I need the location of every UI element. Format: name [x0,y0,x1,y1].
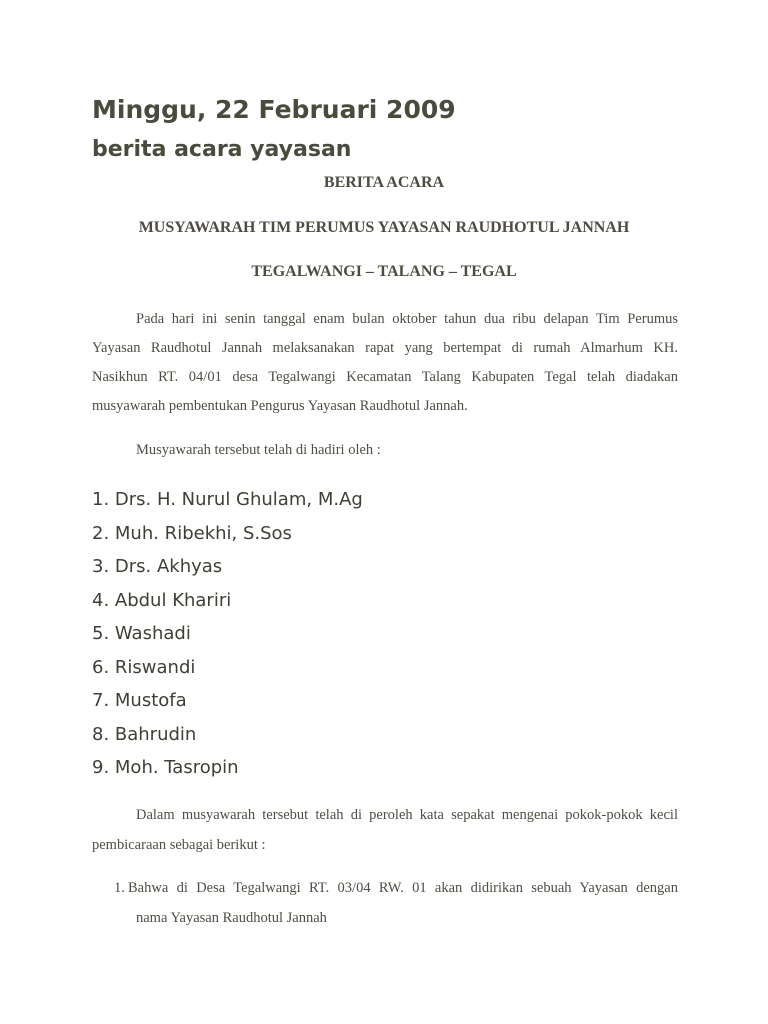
paragraph: Musyawarah tersebut telah di hadiri oleh : [136,442,381,458]
paragraph-line: Nasikhun RT. 04/01 desa Tegalwangi Kecamatan Talang Kabupaten Tegal telah diadakan [92,369,678,385]
doc-subheading: MUSYAWARAH TIM PERUMUS YAYASAN RAUDHOTUL JANNAH [138,219,630,236]
list-item: 4. Abdul Khariri [92,589,232,611]
doc-heading: BERITA ACARA [323,174,445,191]
attendee-list [92,486,363,788]
list-item: 8. Bahrudin [92,723,197,745]
doc-location: TEGALWANGI – TALANG – TEGAL [251,263,517,280]
paragraph-line: Dalam musyawarah tersebut telah di peroleh kata sepakat mengenai pokok-pokok kecil [136,807,678,823]
paragraph-line: pembicaraan sebagai berikut : [92,837,266,853]
list-item: 7. Mustofa [92,690,187,711]
paragraph-line: Yayasan Raudhotul Jannah melaksanakan rapat yang bertempat di rumah Almarhum KH. [92,340,678,356]
point-line: Bahwa di Desa Tegalwangi RT. 03/04 RW. 01 akan didirikan sebuah Yayasan dengan [128,880,678,896]
list-item: 9. Moh. Tasropin [92,757,239,778]
list-item: 5. Washadi [92,623,191,644]
post-date: Minggu, 22 Februari 2009 [92,95,456,124]
list-item: 6. Riswandi [92,656,196,678]
point-line: nama Yayasan Raudhotul Jannah [136,910,327,926]
list-item: 3. Drs. Akhyas [92,556,223,577]
post-title: berita acara yayasan [92,137,352,162]
paragraph-line: musyawarah pembentukan Pengurus Yayasan Raudhotul Jannah. [92,398,468,414]
list-item: 2. Muh. Ribekhi, S.Sos [92,522,292,544]
list-item: 1. Drs. H. Nurul Ghulam, M.Ag [92,489,363,510]
point-number: 1. [114,880,125,896]
paragraph-line: Pada hari ini senin tanggal enam bulan oktober tahun dua ribu delapan Tim Perumus [136,311,678,327]
